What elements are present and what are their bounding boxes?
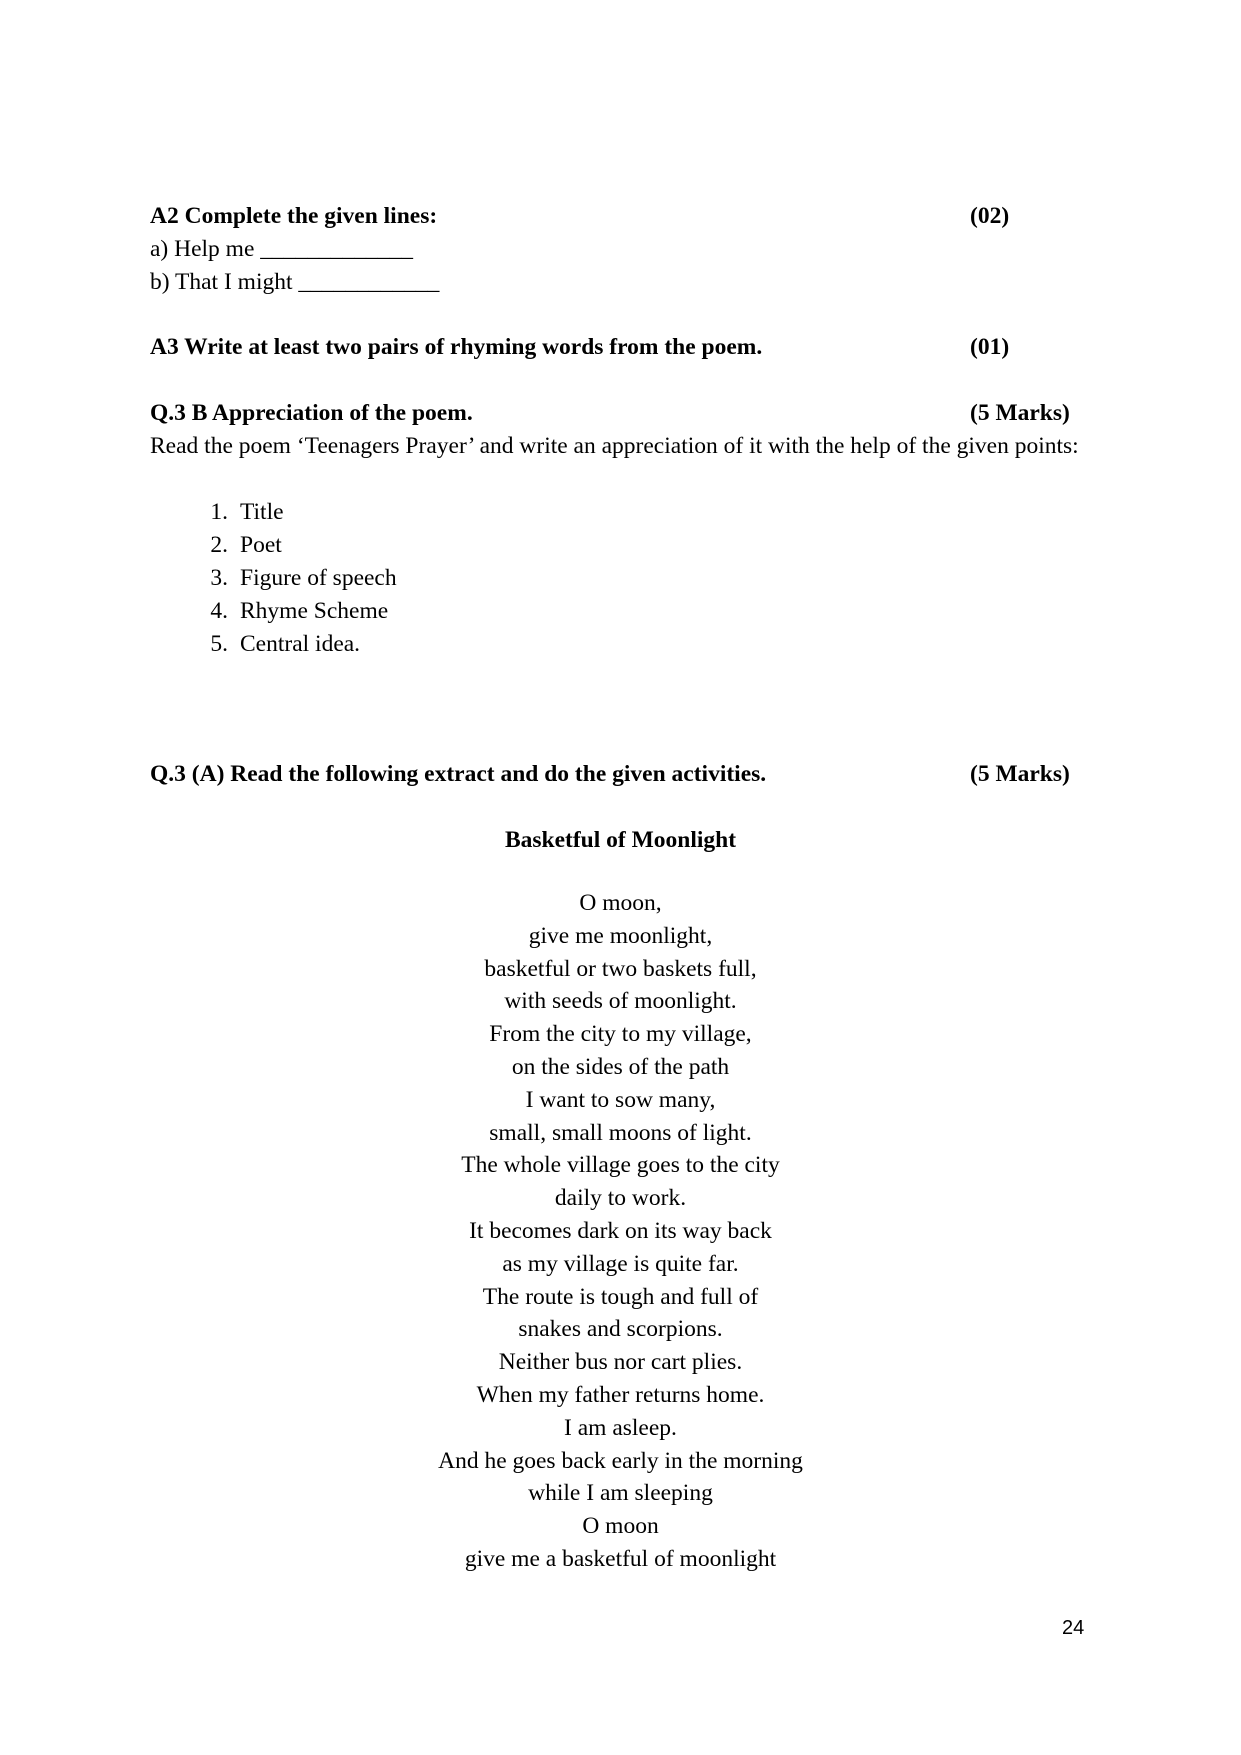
list-item-number: 1. [210, 499, 228, 525]
a3-heading: A3 Write at least two pairs of rhyming words from the poem. [150, 334, 763, 360]
q3b-heading: Q.3 B Appreciation of the poem. [150, 400, 473, 426]
poem-line: And he goes back early in the morning [438, 1447, 803, 1474]
list-item-text: Central idea. [240, 631, 361, 657]
poem-line: as my village is quite far. [502, 1250, 739, 1277]
poem-line: The whole village goes to the city [461, 1152, 780, 1179]
poem-line: small, small moons of light. [489, 1119, 752, 1146]
poem-line: daily to work. [554, 1185, 687, 1212]
poem-body [0, 887, 1241, 1576]
q3a-marks: (5 Marks) [970, 761, 1070, 787]
q3b-marks: (5 Marks) [970, 400, 1070, 426]
poem-line: I want to sow many, [525, 1086, 716, 1113]
list-item-text: Figure of speech [240, 565, 397, 591]
list-item-text: Title [240, 499, 284, 525]
poem-line: give me moonlight, [528, 922, 713, 949]
poem-title: Basketful of Moonlight [504, 827, 737, 853]
poem-line: Neither bus nor cart plies. [498, 1349, 743, 1376]
poem-line: The route is tough and full of [482, 1283, 759, 1310]
a2-marks: (02) [970, 203, 1010, 229]
poem-line: while I am sleeping [528, 1480, 713, 1507]
q3b-instruction: Read the poem ‘Teenagers Prayer’ and write an appreciation of it with the help of the given points: [150, 433, 1079, 459]
list-item-number: 2. [210, 532, 228, 558]
a3-marks: (01) [970, 334, 1010, 360]
list-item-number: 5. [210, 631, 228, 657]
poem-line: It becomes dark on its way back [469, 1217, 772, 1244]
poem-line: O moon [582, 1513, 659, 1540]
list-item-text: Rhyme Scheme [240, 598, 389, 624]
list-item-number: 4. [210, 598, 228, 624]
poem-line: I am asleep. [564, 1414, 677, 1441]
list-item-number: 3. [210, 565, 228, 591]
list-item [190, 496, 397, 529]
list-item-text: Poet [240, 532, 282, 558]
a2-line-b: b) That I might ____________ [150, 269, 440, 295]
poem-line: From the city to my village, [489, 1021, 752, 1048]
list-item [190, 628, 397, 661]
list-item [190, 529, 397, 562]
list-item [190, 562, 397, 595]
q3a-heading: Q.3 (A) Read the following extract and do the given activities. [150, 761, 767, 787]
poem-line: snakes and scorpions. [518, 1316, 723, 1343]
poem-line: give me a basketful of moonlight [464, 1545, 777, 1572]
poem-line: When my father returns home. [476, 1381, 765, 1408]
poem-line: with seeds of moonlight. [504, 988, 737, 1015]
appreciation-points-list [190, 496, 397, 661]
list-item [190, 595, 397, 628]
poem-line: O moon, [579, 890, 662, 916]
page-number: 24 [1062, 1617, 1085, 1639]
a2-heading: A2 Complete the given lines: [150, 203, 438, 229]
poem-line: basketful or two baskets full, [484, 955, 757, 982]
poem-line: on the sides of the path [511, 1053, 730, 1080]
a2-line-a: a) Help me _____________ [150, 236, 414, 262]
